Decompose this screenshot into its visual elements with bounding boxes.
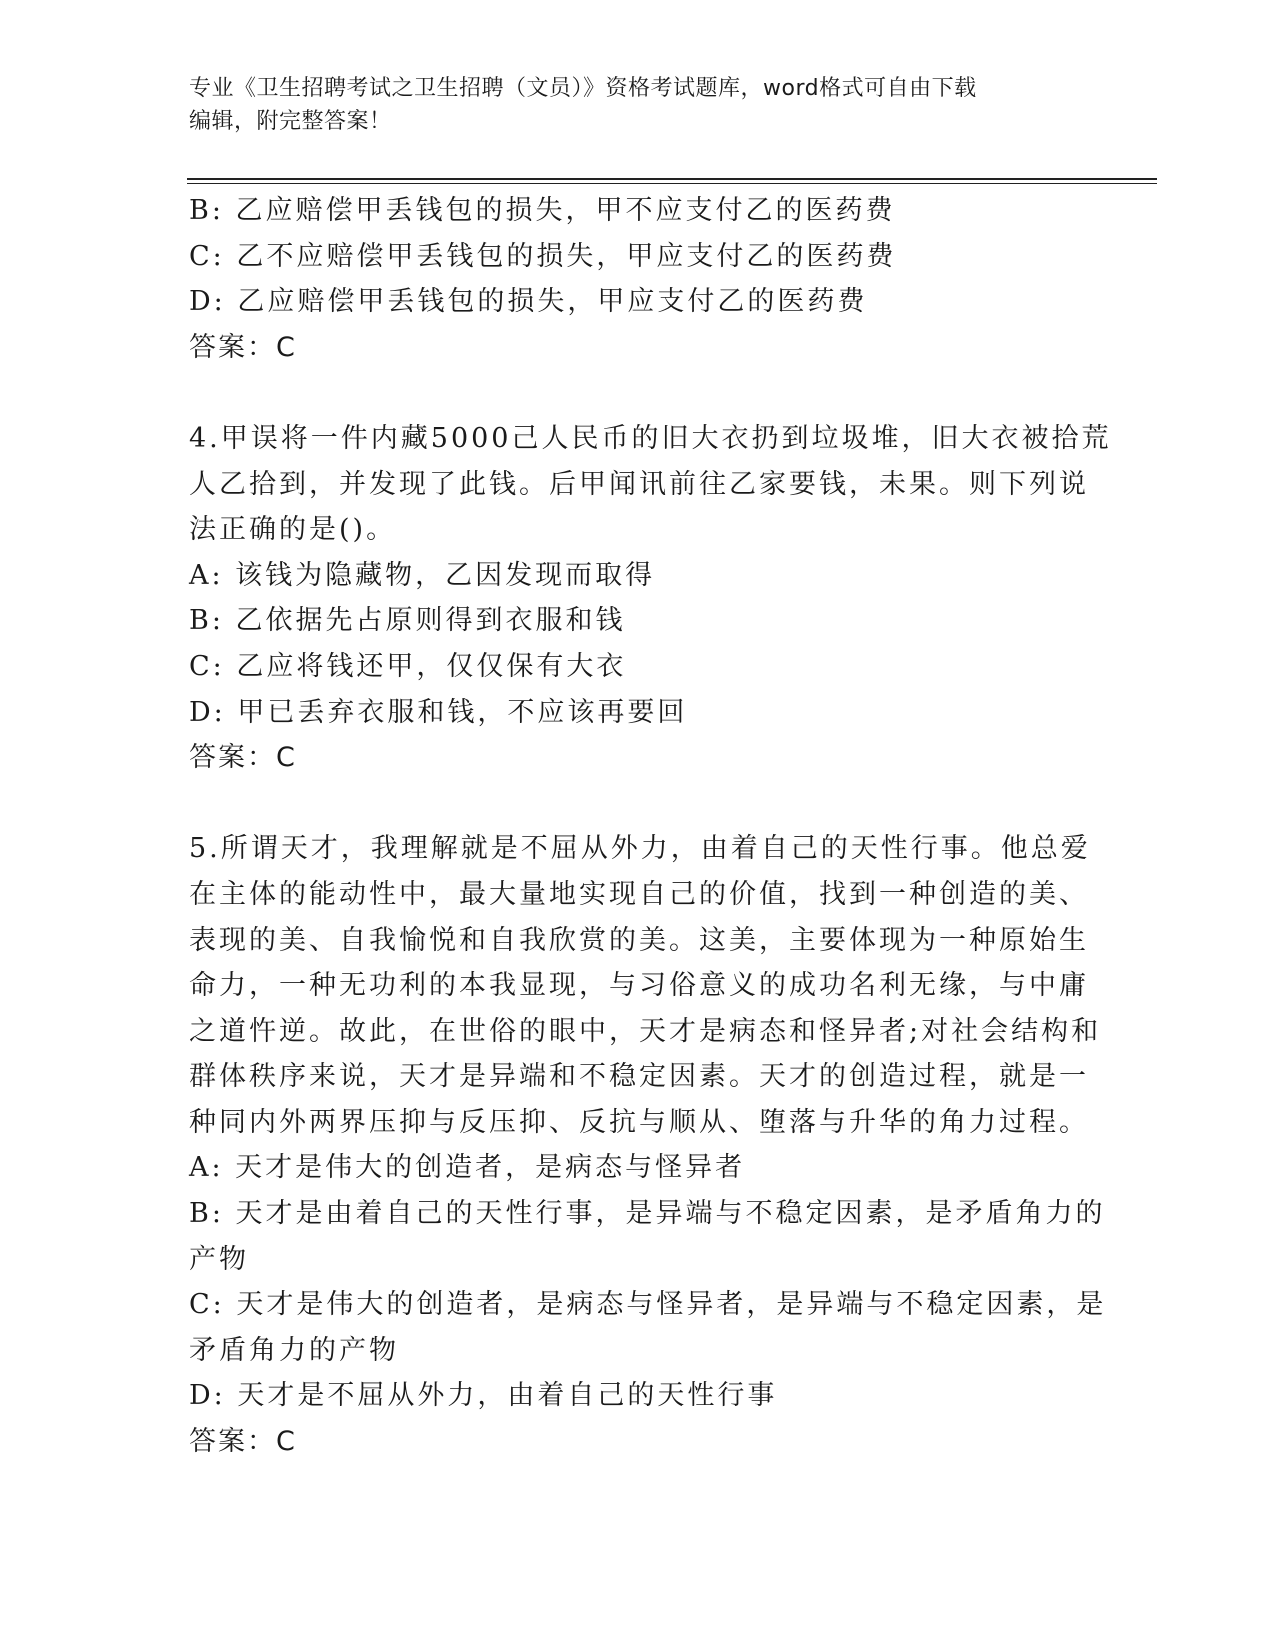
- spacer: [189, 370, 1089, 416]
- q5-option-a: A: 天才是伟大的创造者，是病态与怪异者: [189, 1152, 746, 1184]
- q5-option-b-line-1: B: 天才是由着自己的天性行事，是异端与不稳定因素，是矛盾角力的: [189, 1198, 1106, 1230]
- q4-option-a: A: 该钱为隐藏物，乙因发现而取得: [189, 559, 656, 591]
- q5-option-c-line-2: 矛盾角力的产物: [189, 1334, 399, 1366]
- header-line-1: 专业《卫生招聘考试之卫生招聘（文员）》资格考试题库，word格式可自由下载: [189, 76, 977, 101]
- q5-stem-line-6: 群体秩序来说，天才是异端和不稳定因素。天才的创造过程，就是一: [189, 1061, 1089, 1093]
- q4-stem-line-1: 4.甲误将一件内藏5000己人民币的旧大衣扔到垃圾堆，旧大衣被拾荒: [189, 422, 1112, 454]
- spacer: [189, 781, 1089, 827]
- q5-stem-line-7: 种同内外两界压抑与反压抑、反抗与顺从、堕落与升华的角力过程。: [189, 1106, 1089, 1138]
- header-rule-thick: [187, 178, 1157, 180]
- q4-answer: 答案：C: [189, 742, 297, 774]
- q4-option-d: D: 甲已丢弃衣服和钱，不应该再要回: [189, 696, 688, 728]
- q5-stem-line-3: 表现的美、自我愉悦和自我欣赏的美。这美，主要体现为一种原始生: [189, 924, 1089, 956]
- q3-option-b: B: 乙应赔偿甲丢钱包的损失，甲不应支付乙的医药费: [189, 195, 896, 226]
- q3-option-c: C: 乙不应赔偿甲丢钱包的损失，甲应支付乙的医药费: [189, 240, 897, 272]
- page-header: [189, 72, 1079, 138]
- q3-answer: 答案：C: [189, 331, 297, 363]
- q5-answer: 答案：C: [189, 1426, 297, 1458]
- question-content: [189, 188, 1112, 1465]
- q5-option-b-line-2: 产物: [189, 1243, 249, 1275]
- header-line-2: 编辑，附完整答案！: [189, 109, 392, 134]
- q5-stem-line-2: 在主体的能动性中，最大量地实现自己的价值，找到一种创造的美、: [189, 878, 1089, 910]
- q4-stem-line-3: 法正确的是()。: [189, 514, 397, 546]
- q5-option-c-line-1: C: 天才是伟大的创造者，是病态与怪异者，是异端与不稳定因素，是: [189, 1289, 1107, 1321]
- header-rule-thin: [187, 183, 1157, 184]
- q4-option-b: B: 乙依据先占原则得到衣服和钱: [189, 605, 626, 637]
- q5-option-d: D: 天才是不屈从外力，由着自己的天性行事: [189, 1380, 778, 1412]
- q4-stem-line-2: 人乙拾到，并发现了此钱。后甲闻讯前往乙家要钱，未果。则下列说: [189, 468, 1089, 500]
- q4-option-c: C: 乙应将钱还甲，仅仅保有大衣: [189, 650, 627, 682]
- q5-stem-line-4: 命力，一种无功利的本我显现，与习俗意义的成功名利无缘，与中庸: [189, 970, 1089, 1002]
- q5-stem-line-5: 之道忤逆。故此，在世俗的眼中，天才是病态和怪异者;对社会结构和: [189, 1015, 1102, 1047]
- q5-stem-line-1: 5.所谓天才，我理解就是不屈从外力，由着自己的天性行事。他总爱: [189, 833, 1091, 865]
- q3-option-d: D: 乙应赔偿甲丢钱包的损失，甲应支付乙的医药费: [189, 286, 868, 318]
